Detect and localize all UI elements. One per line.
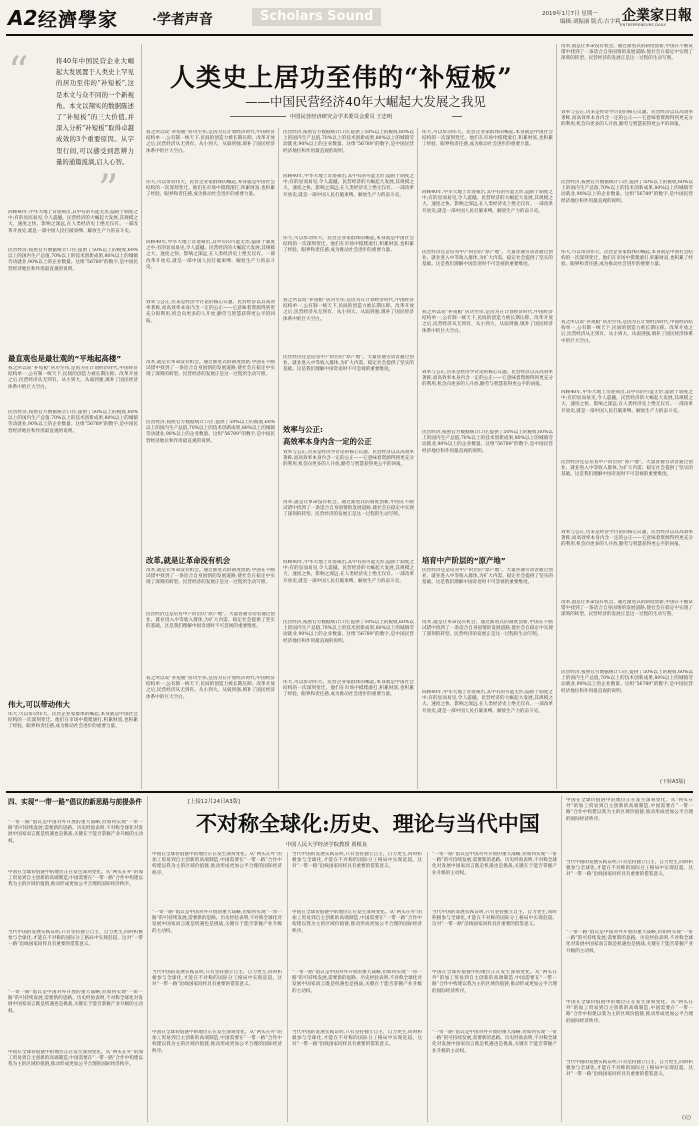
article-paragraph: “一带一路”倡议是中国对外开放的重大战略,但如何实现“一带一路”的可持续发展,需要新的思路。历史经验表明,不对称全球化对发展中国家而言既是机遇也是挑战,关键在于能否掌握产业升级的主动权。 [152,910,282,934]
close-quote-icon: ” [98,167,119,213]
main-byline: 中国民营经济研究会学术委员会委员 王忠明 [290,114,393,120]
article-paragraph: 民营经济,按照官方数据统计口径,提供了50%以上的税收,60%以上的国内生产总值,70%以上的技术创新成果,80%以上的城镇劳动就业,90%以上的企业数量。这组“56789”的数字,是中国民营经济地位和作用最直观的说明。 [146,420,275,444]
article-paragraph: 当代中国的发展实践证明,只有坚持独立自主、自力更生,同时积极参与全球化,才能在不对称的国际分工格局中实现赶超。这对“一带一路”沿线国家同样具有重要的借鉴意义。 [432,910,557,928]
article-paragraph: 当代中国的发展实践证明,只有坚持独立自主、自力更生,同时积极参与全球化,才能在不对称的国际分工格局中实现赶超。这对“一带一路”沿线国家同样具有重要的借鉴意义。 [566,860,693,878]
main-subheadline: ——中国民营经济40年大崛起大发展之我见 [245,94,486,109]
byline-rule-right [452,116,462,117]
issue-date: 2019年1月7日 星期一 [542,11,598,17]
article-paragraph: 改革,就是让革命没有机会。通过渐进式的制度创新,中国在不断试错中找到了一条适合自身国情的发展道路,使社会在稳定中实现了深刻的转型。民营经济的发展正是这一过程的生动写照。 [283,500,414,518]
article-paragraph: “一带一路”倡议是中国对外开放的重大战略,但如何实现“一带一路”的可持续发展,需要新的思路。历史经验表明,不对称全球化对发展中国家而言既是机遇也是挑战,关键在于能否掌握产业升级的主动权。 [566,930,693,954]
article-paragraph: 民营经济,按照官方数据统计口径,提供了50%以上的税收,60%以上的国内生产总值,70%以上的技术创新成果,80%以上的城镇劳动就业,90%以上的企业数量。这组“56789”的数字,是中国民营经济地位和作用最直观的说明。 [422,430,553,454]
article-paragraph: 当代中国的发展实践证明,只有坚持独立自主、自力更生,同时积极参与全球化,才能在不对称的国际分工格局中实现赶超。这对“一带一路”沿线国家同样具有重要的借鉴意义。 [152,970,282,988]
article-paragraph: 我之所以说“补短板”居功至伟,是因为在计划经济时代,中国经济结构单一,公有制一统天下,民间的创造力被长期压抑。改革开放之后,民营经济从无到有、从小到大、从弱到强,填补了国民经济体系中的巨大空白。 [422,310,553,334]
article-paragraph: “一带一路”倡议是中国对外开放的重大战略,但如何实现“一带一路”的可持续发展,需要新的思路。历史经验表明,不对称全球化对发展中国家而言既是机遇也是挑战,关键在于能否掌握产业升级的主动权。 [8,990,143,1014]
article-paragraph: 中国在全球价值链中的地位正在发生深刻变化。从“两头在外”的加工贸易到自主创新的高端制造,中国需要在“一带一路”合作中构建以我为主的区域价值链,推动形成更加公平合理的国际经济秩序。 [292,910,422,934]
column-divider [141,44,142,789]
article-paragraph: 民营经济还是培育中产阶层的“原产地”。大量普通劳动者通过创业、就业进入中等收入群体,为扩大内需、稳定社会提供了坚实的基础。这是我们理解中国奇迹时不可忽视的重要维度。 [146,612,275,630]
article-paragraph: 中国在全球价值链中的地位正在发生深刻变化。从“两头在外”的加工贸易到自主创新的高端制造,中国需要在“一带一路”合作中构建以我为主的区域价值链,推动形成更加公平合理的国际经济秩序。 [8,870,143,888]
article-paragraph: 当代中国的发展实践证明,只有坚持独立自主、自力更生,同时积极参与全球化,才能在不对称的国际分工格局中实现赶超。这对“一带一路”沿线国家同样具有重要的借鉴意义。 [292,852,422,870]
article-paragraph: 回顾40年,中华大地上奇迹频出,其中有的可能无形,隐匿于制度之中;有的显而易见,令人震撼。民营经济的大崛起大发展,其规模之大、速度之快、影响之深远,在人类经济史上绝无仅有。一部改革开放史,就是一部中国人民打破束缚、解放生产力的奋斗史。 [561,390,693,414]
newspaper-masthead-english: ENTREPRENEURS DAILY [620,23,667,27]
lower-byline: 中国人民大学经济学院教授 贾根良 [286,842,368,848]
article-paragraph: 民营经济还是培育中产阶层的“原产地”。大量普通劳动者通过创业、就业进入中等收入群体,为扩大内需、稳定社会提供了坚实的基础。这是我们理解中国奇迹时不可忽视的重要维度。 [422,568,553,586]
article-paragraph: “一带一路”倡议是中国对外开放的重大战略,但如何实现“一带一路”的可持续发展,需要新的思路。历史经验表明,不对称全球化对发展中国家而言既是机遇也是挑战,关键在于能否掌握产业升级的主动权。 [292,970,422,994]
article-paragraph: 伟大,可以带动伟大。民营企业家群体的崛起,本身就是中国社会结构的一次深刻变迁。他们在市场中摸爬滚打,积累财富,也积累了经验、眼界和责任感,成为推动社会进步的重要力量。 [146,180,275,198]
continued-from-note: [上接12月24日A3版] [188,799,240,805]
section-heading: 效率与公正: [283,425,323,434]
article-paragraph: 回顾40年,中华大地上奇迹频出,其中有的可能无形,隐匿于制度之中;有的显而易见,令人震撼。民营经济的大崛起大发展,其规模之大、速度之快、影响之深远,在人类经济史上绝无仅有。一部改革开放史,就是一部中国人民打破束缚、解放生产力的奋斗史。 [283,560,414,584]
section-english-banner [252,8,381,26]
section-heading: 高效率本身内含一定的公正 [283,437,372,446]
byline-rule-left [230,116,286,117]
continued-note: (下转A3版) [660,779,686,785]
article-paragraph: 民营经济,按照官方数据统计口径,提供了50%以上的税收,60%以上的国内生产总值,70%以上的技术创新成果,80%以上的城镇劳动就业,90%以上的企业数量。这组“56789”的数字,是中国民营经济地位和作用最直观的说明。 [8,410,138,434]
header-divider [6,34,693,36]
article-paragraph: 民营经济,按照官方数据统计口径,提供了50%以上的税收,60%以上的国内生产总值,70%以上的技术创新成果,80%以上的城镇劳动就业,90%以上的企业数量。这组“56789”的数字,是中国民营经济地位和作用最直观的说明。 [283,130,414,154]
pull-quote-text: 将40年中国民营企业大崛起大发展置于人类史上罕见的居功至伟的“补短板”,这是本文与众不同的一个新视角。本文以翔实的数据陈述了“补短板”的三大价值,并深入分析“补短板”取得卓越成效的3个重要原因。从字里行间,可以感受到思辨力量的通篇流淌,启人心智。 [56,57,134,166]
article-paragraph: 当代中国的发展实践证明,只有坚持独立自主、自力更生,同时积极参与全球化,才能在不对称的国际分工格局中实现赶超。这对“一带一路”沿线国家同样具有重要的借鉴意义。 [292,1030,422,1048]
article-paragraph: “一带一路”倡议是中国对外开放的重大战略,但如何实现“一带一路”的可持续发展,需要新的思路。历史经验表明,不对称全球化对发展中国家而言既是机遇也是挑战,关键在于能否掌握产业升级的主动权。 [432,852,557,876]
editor-credit: 编辑:刘振丽 版式:吉宇莉 [560,19,621,25]
article-paragraph: 我之所以说“补短板”居功至伟,是因为在计划经济时代,中国经济结构单一,公有制一统天下,民间的创造力被长期压抑。改革开放之后,民营经济从无到有、从小到大、从弱到强,填补了国民经济体系中的巨大空白。 [146,130,275,154]
article-paragraph: 我之所以说“补短板”居功至伟,是因为在计划经济时代,中国经济结构单一,公有制一统天下,民间的创造力被长期压抑。改革开放之后,民营经济从无到有、从小到大、从弱到强,填补了国民经济体系中的巨大空白。 [561,320,693,344]
article-paragraph: “一带一路”倡议是中国对外开放的重大战略,但如何实现“一带一路”的可持续发展,需要新的思路。历史经验表明,不对称全球化对发展中国家而言既是机遇也是挑战,关键在于能否掌握产业升级的主动权。 [8,820,143,844]
article-paragraph: 回顾40年,中华大地上奇迹频出,其中有的可能无形,隐匿于制度之中;有的显而易见,令人震撼。民营经济的大崛起大发展,其规模之大、速度之快、影响之深远,在人类经济史上绝无仅有。一部改革开放史,就是一部中国人民打破束缚、解放生产力的奋斗史。 [422,690,553,714]
column-divider [417,128,418,789]
article-paragraph: 效率与公正,历来是经济学讨论的核心议题。民营经济以其高效率著称,而高效率本身内含一定的公正——它意味着资源得到更充分的利用,机会向更多的人开放,勤劳与智慧获得更公平的回报。 [422,370,553,388]
article-paragraph: 我之所以说“补短板”居功至伟,是因为在计划经济时代,中国经济结构单一,公有制一统天下,民间的创造力被长期压抑。改革开放之后,民营经济从无到有、从小到大、从弱到强,填补了国民经济体系中的巨大空白。 [146,676,275,700]
article-paragraph: 回顾40年,中华大地上奇迹频出,其中有的可能无形,隐匿于制度之中;有的显而易见,令人震撼。民营经济的大崛起大发展,其规模之大、速度之快、影响之深远,在人类经济史上绝无仅有。一部改革开放史,就是一部中国人民打破束缚、解放生产力的奋斗史。 [146,240,275,270]
article-paragraph: “一带一路”倡议是中国对外开放的重大战略,但如何实现“一带一路”的可持续发展,需要新的思路。历史经验表明,不对称全球化对发展中国家而言既是机遇也是挑战,关键在于能否掌握产业升级的主动权。 [432,1030,557,1054]
section-heading: 伟大,可以带动伟大 [8,700,70,709]
article-paragraph: 民营经济,按照官方数据统计口径,提供了50%以上的税收,60%以上的国内生产总值,70%以上的技术创新成果,80%以上的城镇劳动就业,90%以上的企业数量。这组“56789”的数字,是中国民营经济地位和作用最直观的说明。 [8,248,138,272]
lower-headline: 不对称全球化:历史、理论与当代中国 [196,811,540,836]
article-paragraph: 伟大,可以带动伟大。民营企业家群体的崛起,本身就是中国社会结构的一次深刻变迁。他们在市场中摸爬滚打,积累财富,也积累了经验、眼界和责任感,成为推动社会进步的重要力量。 [8,712,138,730]
lower-section-heading: 四、实现“一带一路”倡议的新思路与前提条件 [8,798,142,806]
article-paragraph: 改革,就是让革命没有机会。通过渐进式的制度创新,中国在不断试错中找到了一条适合自身国情的发展道路,使社会在稳定中实现了深刻的转型。民营经济的发展正是这一过程的生动写照。 [146,360,275,378]
article-paragraph: 民营经济还是培育中产阶层的“原产地”。大量普通劳动者通过创业、就业进入中等收入群体,为扩大内需、稳定社会提供了坚实的基础。这是我们理解中国奇迹时不可忽视的重要维度。 [422,250,553,268]
article-paragraph: 中国在全球价值链中的地位正在发生深刻变化。从“两头在外”的加工贸易到自主创新的高端制造,中国需要在“一带一路”合作中构建以我为主的区域价值链,推动形成更加公平合理的国际经济秩序。 [152,1030,282,1054]
section-subtitle: ·学者声音 [152,12,213,28]
article-paragraph: 伟大,可以带动伟大。民营企业家群体的崛起,本身就是中国社会结构的一次深刻变迁。他们在市场中摸爬滚打,积累财富,也积累了经验、眼界和责任感,成为推动社会进步的重要力量。 [422,130,553,148]
article-paragraph: 效率与公正,历来是经济学讨论的核心议题。民营经济以其高效率著称,而高效率本身内含一定的公正——它意味着资源得到更充分的利用,机会向更多的人开放,勤劳与智慧获得更公平的回报。 [561,110,693,128]
article-paragraph: 当代中国的发展实践证明,只有坚持独立自主、自力更生,同时积极参与全球化,才能在不对称的国际分工格局中实现赶超。这对“一带一路”沿线国家同样具有重要的借鉴意义。 [8,930,143,948]
page-header [0,0,699,40]
end-note: (完) [682,1115,691,1121]
column-divider [427,852,428,1122]
open-quote-icon: “ [8,49,29,95]
section-heading: 最直观也是最壮观的“平地起高楼” [8,354,122,363]
article-paragraph: 效率与公正,历来是经济学讨论的核心议题。民营经济以其高效率著称,而高效率本身内含一定的公正——它意味着资源得到更充分的利用,机会向更多的人开放,勤劳与智慧获得更公平的回报。 [146,300,275,324]
article-paragraph: 我之所以说“补短板”居功至伟,是因为在计划经济时代,中国经济结构单一,公有制一统天下,民间的创造力被长期压抑。改革开放之后,民营经济从无到有、从小到大、从弱到强,填补了国民经济体系中的巨大空白。 [8,366,138,390]
article-paragraph: 我之所以说“补短板”居功至伟,是因为在计划经济时代,中国经济结构单一,公有制一统天下,民间的创造力被长期压抑。改革开放之后,民营经济从无到有、从小到大、从弱到强,填补了国民经济体系中的巨大空白。 [283,298,414,322]
article-paragraph: 改革,就是让革命没有机会。通过渐进式的制度创新,中国在不断试错中找到了一条适合自身国情的发展道路,使社会在稳定中实现了深刻的转型。民营经济的发展正是这一过程的生动写照。 [146,568,275,586]
article-paragraph: 改革,就是让革命没有机会。通过渐进式的制度创新,中国在不断试错中找到了一条适合自身国情的发展道路,使社会在稳定中实现了深刻的转型。民营经济的发展正是这一过程的生动写照。 [561,44,693,62]
section-english-label: Scholars Sound [260,9,374,24]
column-divider [561,796,562,1122]
article-paragraph: 中国在全球价值链中的地位正在发生深刻变化。从“两头在外”的加工贸易到自主创新的高端制造,中国需要在“一带一路”合作中构建以我为主的区域价值链,推动形成更加公平合理的国际经济秩序。 [566,1000,693,1024]
article-paragraph: 中国在全球价值链中的地位正在发生深刻变化。从“两头在外”的加工贸易到自主创新的高端制造,中国需要在“一带一路”合作中构建以我为主的区域价值链,推动形成更加公平合理的国际经济秩序。 [8,1050,143,1068]
article-paragraph: 中国在全球价值链中的地位正在发生深刻变化。从“两头在外”的加工贸易到自主创新的高端制造,中国需要在“一带一路”合作中构建以我为主的区域价值链,推动形成更加公平合理的国际经济秩序。 [566,798,693,822]
section-heading: 培育中产阶层的“原产地” [422,556,506,565]
article-paragraph: 改革,就是让革命没有机会。通过渐进式的制度创新,中国在不断试错中找到了一条适合自身国情的发展道路,使社会在稳定中实现了深刻的转型。民营经济的发展正是这一过程的生动写照。 [422,620,553,638]
article-paragraph: 伟大,可以带动伟大。民营企业家群体的崛起,本身就是中国社会结构的一次深刻变迁。他们在市场中摸爬滚打,积累财富,也积累了经验、眼界和责任感,成为推动社会进步的重要力量。 [283,680,414,698]
article-paragraph: 民营经济,按照官方数据统计口径,提供了50%以上的税收,60%以上的国内生产总值,70%以上的技术创新成果,80%以上的城镇劳动就业,90%以上的企业数量。这组“56789”的数字,是中国民营经济地位和作用最直观的说明。 [561,670,693,694]
column-divider [287,852,288,1122]
newspaper-masthead: 企業家日報 [622,8,692,24]
article-paragraph: 中国在全球价值链中的地位正在发生深刻变化。从“两头在外”的加工贸易到自主创新的高端制造,中国需要在“一带一路”合作中构建以我为主的区域价值链,推动形成更加公平合理的国际经济秩序。 [152,852,282,876]
article-paragraph: 伟大,可以带动伟大。民营企业家群体的崛起,本身就是中国社会结构的一次深刻变迁。他们在市场中摸爬滚打,积累财富,也积累了经验、眼界和责任感,成为推动社会进步的重要力量。 [283,236,414,254]
column-divider [278,128,279,789]
editor-pull-quote [6,49,134,213]
column-divider [556,44,557,789]
section-heading: 改革,就是让革命没有机会 [146,556,231,565]
article-paragraph: 回顾40年,中华大地上奇迹频出,其中有的可能无形,隐匿于制度之中;有的显而易见,令人震撼。民营经济的大崛起大发展,其规模之大、速度之快、影响之深远,在人类经济史上绝无仅有。一部改革开放史,就是一部中国人民打破束缚、解放生产力的奋斗史。 [422,190,553,214]
article-paragraph: 改革,就是让革命没有机会。通过渐进式的制度创新,中国在不断试错中找到了一条适合自身国情的发展道路,使社会在稳定中实现了深刻的转型。民营经济的发展正是这一过程的生动写照。 [561,600,693,618]
main-headline: 人类史上居功至伟的“补短板” [170,63,513,92]
article-paragraph: 民营经济还是培育中产阶层的“原产地”。大量普通劳动者通过创业、就业进入中等收入群体,为扩大内需、稳定社会提供了坚实的基础。这是我们理解中国奇迹时不可忽视的重要维度。 [561,460,693,478]
section-title: 经濟學家 [38,9,119,31]
article-paragraph: 当代中国的发展实践证明,只有坚持独立自主、自力更生,同时积极参与全球化,才能在不对称的国际分工格局中实现赶超。这对“一带一路”沿线国家同样具有重要的借鉴意义。 [566,1060,693,1078]
article-divider [6,791,693,793]
article-paragraph: 民营经济,按照官方数据统计口径,提供了50%以上的税收,60%以上的国内生产总值,70%以上的技术创新成果,80%以上的城镇劳动就业,90%以上的企业数量。这组“56789”的数字,是中国民营经济地位和作用最直观的说明。 [561,180,693,204]
article-paragraph: 回顾40年,中华大地上奇迹频出,其中有的可能无形,隐匿于制度之中;有的显而易见,令人震撼。民营经济的大崛起大发展,其规模之大、速度之快、影响之深远,在人类经济史上绝无仅有。一部改革开放史,就是一部中国人民打破束缚、解放生产力的奋斗史。 [283,174,414,198]
article-paragraph: 伟大,可以带动伟大。民营企业家群体的崛起,本身就是中国社会结构的一次深刻变迁。他们在市场中摸爬滚打,积累财富,也积累了经验、眼界和责任感,成为推动社会进步的重要力量。 [561,250,693,268]
article-paragraph: 中国在全球价值链中的地位正在发生深刻变化。从“两头在外”的加工贸易到自主创新的高端制造,中国需要在“一带一路”合作中构建以我为主的区域价值链,推动形成更加公平合理的国际经济秩序。 [432,970,557,994]
article-paragraph: 效率与公正,历来是经济学讨论的核心议题。民营经济以其高效率著称,而高效率本身内含一定的公正——它意味着资源得到更充分的利用,机会向更多的人开放,勤劳与智慧获得更公平的回报。 [283,450,414,468]
article-paragraph: 民营经济,按照官方数据统计口径,提供了50%以上的税收,60%以上的国内生产总值,70%以上的技术创新成果,80%以上的城镇劳动就业,90%以上的企业数量。这组“56789”的数字,是中国民营经济地位和作用最直观的说明。 [283,620,414,644]
article-paragraph: 效率与公正,历来是经济学讨论的核心议题。民营经济以其高效率著称,而高效率本身内含一定的公正——它意味着资源得到更充分的利用,机会向更多的人开放,勤劳与智慧获得更公平的回报。 [561,530,693,548]
article-paragraph: 民营经济还是培育中产阶层的“原产地”。大量普通劳动者通过创业、就业进入中等收入群体,为扩大内需、稳定社会提供了坚实的基础。这是我们理解中国奇迹时不可忽视的重要维度。 [283,355,414,373]
article-paragraph: 回顾40年,中华大地上奇迹频出,其中有的可能无形,隐匿于制度之中;有的显而易见,令人震撼。民营经济的大崛起大发展,其规模之大、速度之快、影响之深远,在人类经济史上绝无仅有。一部改革开放史,就是一部中国人民打破束缚、解放生产力的奋斗史。 [8,210,138,234]
column-divider [147,796,148,1122]
page-label: A2 [8,6,38,30]
